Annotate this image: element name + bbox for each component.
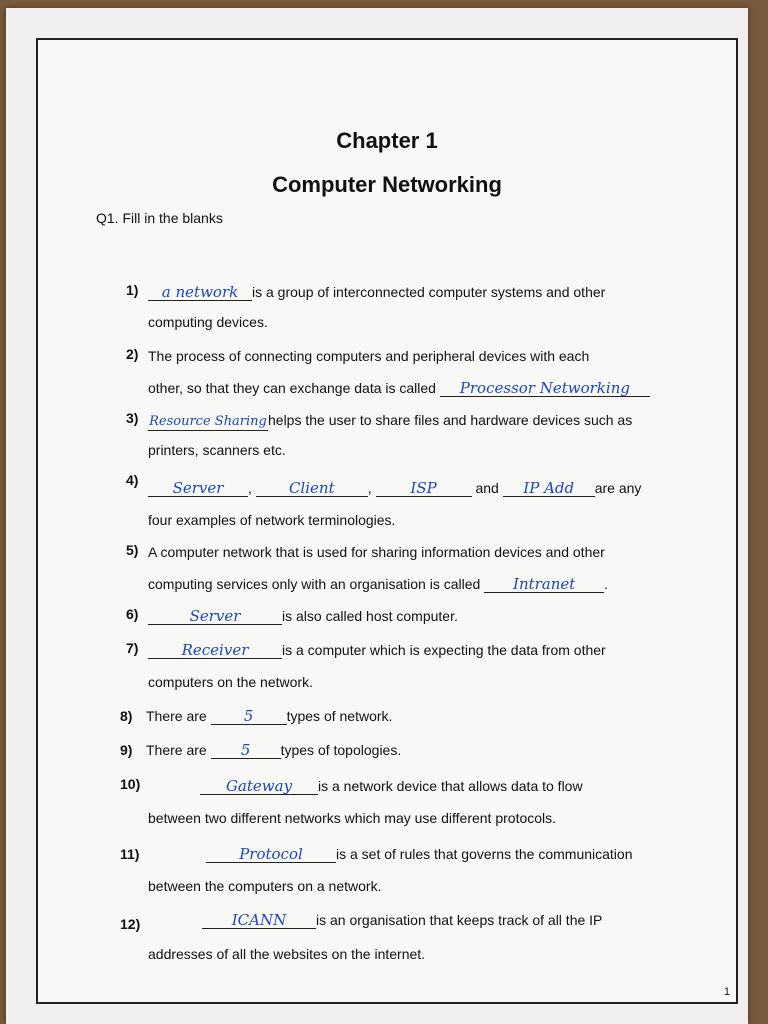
item-text: four examples of network terminologies. [148,512,396,528]
item-number: 6) [126,606,139,622]
answer-blank: Protocol [206,846,336,863]
item-text: addresses of all the websites on the internet. [148,946,426,962]
item-text: There are [146,742,207,758]
worksheet-page [6,8,748,1024]
question-heading: Q1. Fill in the blanks [96,210,223,226]
item-6-line [148,608,458,625]
item-number: 3) [126,410,139,426]
answer-blank: Resource Sharing [149,414,267,429]
item-4-line: Server , Client , ISP and IP Add are any [148,480,641,497]
item-8-line [146,708,392,725]
item-text: . [604,576,609,592]
item-text: and [475,480,499,496]
answer-blank: Server [148,608,282,625]
item-number: 7) [126,640,139,656]
item-text: is a set of rules that governs the communication [336,846,633,862]
item-text: is an organisation that keeps track of all the IP [316,912,603,928]
item-number: 5) [126,542,139,558]
item-7-line [148,642,606,659]
item-text: is a group of interconnected computer systems and other [252,284,606,300]
item-text: computing services only with an organisation is called [148,576,481,592]
item-text: types of topologies. [280,742,402,758]
answer-blank: Processor Networking [440,380,650,397]
answer-blank: ISP [376,480,472,497]
item-number: 9) [120,742,133,758]
item-text: are any [594,480,642,496]
answer-blank: a network [148,284,252,301]
item-number: 12) [120,916,141,932]
item-12-line [202,912,602,929]
item-number: 1) [126,282,139,298]
item-text: is also called host computer. [282,608,458,624]
item-2-line [148,380,650,397]
item-10-line [200,778,583,795]
item-9-line [146,742,401,759]
answer-blank: IP Add [503,480,595,497]
page-border [36,38,738,1004]
item-text: There are [146,708,207,724]
answer-blank: 5 [211,742,281,759]
answer-blank: Intranet [484,576,604,593]
chapter-heading: Chapter 1 [336,128,438,153]
item-number: 10) [120,776,141,792]
item-text: other, so that they can exchange data is called [148,380,436,396]
item-11-line [206,846,632,863]
item-text: between two different networks which may use different protocols. [148,810,557,826]
item-1-line [148,284,605,301]
chapter-title: Computer Networking [272,172,502,197]
item-text: A computer network that is used for sharing information devices and other [148,544,605,560]
answer-blank: Receiver [148,642,282,659]
answer-blank: Client [256,480,368,497]
answer-blank: Server [148,480,248,497]
item-number: 4) [126,472,139,488]
item-number: 2) [126,346,139,362]
item-number: 11) [120,846,140,862]
page-number: 1 [723,986,730,998]
item-text: helps the user to share files and hardware devices such as [268,412,633,428]
item-text: types of network. [286,708,393,724]
item-text: The process of connecting computers and peripheral devices with each [148,348,590,364]
answer-blank: Gateway [200,778,318,795]
item-text: is a computer which is expecting the data from other [282,642,606,658]
item-text: is a network device that allows data to flow [318,778,583,794]
item-text: between the computers on a network. [148,878,382,894]
answer-blank: ICANN [202,912,316,929]
answer-blank: 5 [211,708,287,725]
item-text: printers, scanners etc. [148,442,286,458]
item-text: computers on the network. [148,674,313,690]
item-text: computing devices. [148,314,268,330]
item-3-line [148,412,632,431]
item-number: 8) [120,708,133,724]
item-5-line [148,576,608,593]
